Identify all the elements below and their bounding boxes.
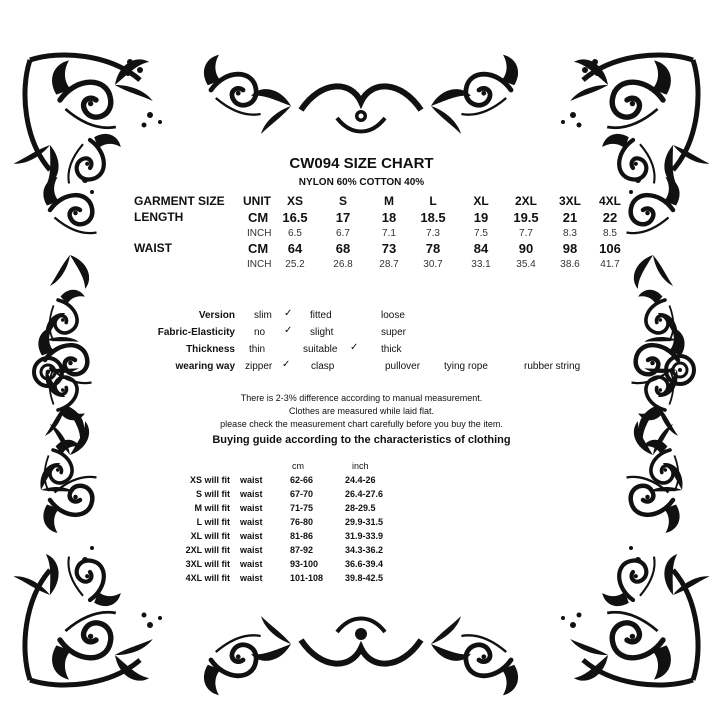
size-cell-inch: 30.7: [423, 259, 443, 270]
check-mark-icon: ✓: [282, 359, 291, 370]
guide-cell-size: 2XL will fit: [185, 545, 230, 555]
size-cell-cm: 84: [473, 241, 489, 256]
guide-cell-part: waist: [240, 503, 263, 513]
size-header: M: [384, 194, 394, 208]
row-label-length: LENGTH: [134, 210, 184, 224]
size-cell-cm: 64: [287, 241, 303, 256]
char-label-fabric-elasticity: Fabric-Elasticity: [157, 327, 235, 338]
option-thick: thick: [381, 344, 402, 355]
guide-cell-part: waist: [240, 489, 263, 499]
option-slim: slim: [254, 310, 272, 321]
option-zipper: zipper: [245, 361, 273, 372]
guide-cell-inch: 36.6-39.4: [345, 559, 384, 569]
guide-cell-inch: 29.9-31.5: [345, 517, 384, 527]
unit-inch: INCH: [247, 228, 272, 239]
size-cell-cm: 106: [599, 241, 621, 256]
guide-cell-part: waist: [240, 559, 263, 569]
size-cell-cm: 90: [518, 241, 534, 256]
garment-size-header: GARMENT SIZE: [134, 194, 225, 208]
option-clasp: clasp: [311, 361, 335, 372]
material-composition: NYLON 60% COTTON 40%: [298, 177, 425, 188]
option-super: super: [381, 327, 407, 338]
size-cell-inch: 38.6: [560, 259, 580, 270]
unit-inch: INCH: [247, 259, 272, 270]
guide-cell-part: waist: [240, 573, 263, 583]
size-header: L: [429, 194, 437, 208]
guide-cell-size: XS will fit: [189, 475, 230, 485]
guide-cell-cm: 67-70: [290, 489, 314, 499]
size-cell-inch: 6.5: [288, 228, 302, 239]
size-cell-cm: 16.5: [282, 210, 308, 225]
option-pullover: pullover: [385, 361, 421, 372]
size-cell-cm: 18.5: [420, 210, 446, 225]
guide-cell-inch: 39.8-42.5: [345, 573, 384, 583]
size-header: S: [338, 194, 347, 208]
unit-cm: CM: [248, 241, 269, 256]
guide-cell-inch: 24.4-26: [345, 475, 376, 485]
size-cell-cm: 18: [381, 210, 397, 225]
size-cell-inch: 25.2: [285, 259, 305, 270]
guide-cell-inch: 31.9-33.9: [345, 531, 384, 541]
size-cell-inch: 26.8: [333, 259, 353, 270]
check-mark-icon: ✓: [284, 308, 293, 319]
size-cell-cm: 21: [562, 210, 578, 225]
size-cell-inch: 7.1: [382, 228, 396, 239]
option-loose: loose: [381, 310, 405, 321]
size-cell-inch: 33.1: [471, 259, 491, 270]
guide-cell-cm: 76-80: [290, 517, 314, 527]
guide-cell-size: S will fit: [195, 489, 230, 499]
option-rubber-string: rubber string: [524, 361, 581, 372]
guide-cell-inch: 26.4-27.6: [345, 489, 384, 499]
guide-cell-inch: 34.3-36.2: [345, 545, 384, 555]
size-cell-inch: 6.7: [336, 228, 350, 239]
size-cell-inch: 35.4: [516, 259, 536, 270]
option-thin: thin: [249, 344, 266, 355]
option-suitable: suitable: [303, 344, 338, 355]
unit-cm: CM: [248, 210, 269, 225]
char-label-thickness: Thickness: [186, 344, 235, 355]
guide-col-cm: cm: [292, 461, 304, 471]
guide-cell-size: L will fit: [196, 517, 230, 527]
guide-cell-cm: 87-92: [290, 545, 314, 555]
guide-cell-cm: 93-100: [290, 559, 319, 569]
note-line: please check the measurement chart carefully before you buy the item.: [220, 419, 503, 429]
note-line: There is 2-3% difference according to manual measurement.: [240, 393, 483, 403]
option-no: no: [254, 327, 266, 338]
guide-cell-cm: 71-75: [290, 503, 314, 513]
guide-cell-part: waist: [240, 517, 263, 527]
size-cell-cm: 22: [602, 210, 618, 225]
guide-cell-size: 4XL will fit: [185, 573, 230, 583]
note-line: Clothes are measured while laid flat.: [288, 406, 435, 416]
row-label-waist: WAIST: [134, 241, 172, 255]
guide-cell-cm: 81-86: [290, 531, 314, 541]
size-cell-inch: 41.7: [600, 259, 620, 270]
check-mark-icon: ✓: [284, 325, 293, 336]
check-mark-icon: ✓: [350, 342, 359, 353]
size-header: 2XL: [514, 194, 537, 208]
guide-cell-cm: 62-66: [290, 475, 314, 485]
option-fitted: fitted: [310, 310, 332, 321]
size-cell-inch: 28.7: [379, 259, 399, 270]
guide-cell-size: M will fit: [194, 503, 230, 513]
unit-header: UNIT: [243, 194, 271, 208]
guide-col-inch: inch: [352, 461, 369, 471]
size-cell-inch: 8.3: [563, 228, 577, 239]
guide-cell-part: waist: [240, 531, 263, 541]
char-label-version: Version: [198, 310, 235, 321]
char-label-wearing-way: wearing way: [175, 361, 235, 372]
size-cell-cm: 73: [381, 241, 397, 256]
size-header: 4XL: [598, 194, 621, 208]
size-cell-cm: 98: [562, 241, 578, 256]
guide-cell-part: waist: [240, 475, 263, 485]
size-header: XL: [473, 194, 489, 208]
size-header: XS: [286, 194, 303, 208]
size-cell-cm: 19.5: [513, 210, 539, 225]
size-header: 3XL: [558, 194, 581, 208]
size-cell-inch: 8.5: [603, 228, 617, 239]
size-cell-inch: 7.3: [426, 228, 440, 239]
option-tying-rope: tying rope: [444, 361, 488, 372]
size-cell-cm: 19: [473, 210, 489, 225]
guide-cell-cm: 101-108: [290, 573, 324, 583]
size-cell-cm: 78: [425, 241, 441, 256]
size-cell-inch: 7.5: [474, 228, 488, 239]
guide-cell-size: 3XL will fit: [185, 559, 230, 569]
option-slight: slight: [310, 327, 334, 338]
page-title: CW094 SIZE CHART: [289, 155, 434, 172]
size-cell-cm: 68: [335, 241, 351, 256]
guide-cell-inch: 28-29.5: [345, 503, 376, 513]
buying-guide-title: Buying guide according to the characteristics of clothing: [212, 434, 511, 446]
guide-cell-size: XL will fit: [190, 531, 230, 541]
size-cell-cm: 17: [335, 210, 351, 225]
guide-cell-part: waist: [240, 545, 263, 555]
size-cell-inch: 7.7: [519, 228, 533, 239]
